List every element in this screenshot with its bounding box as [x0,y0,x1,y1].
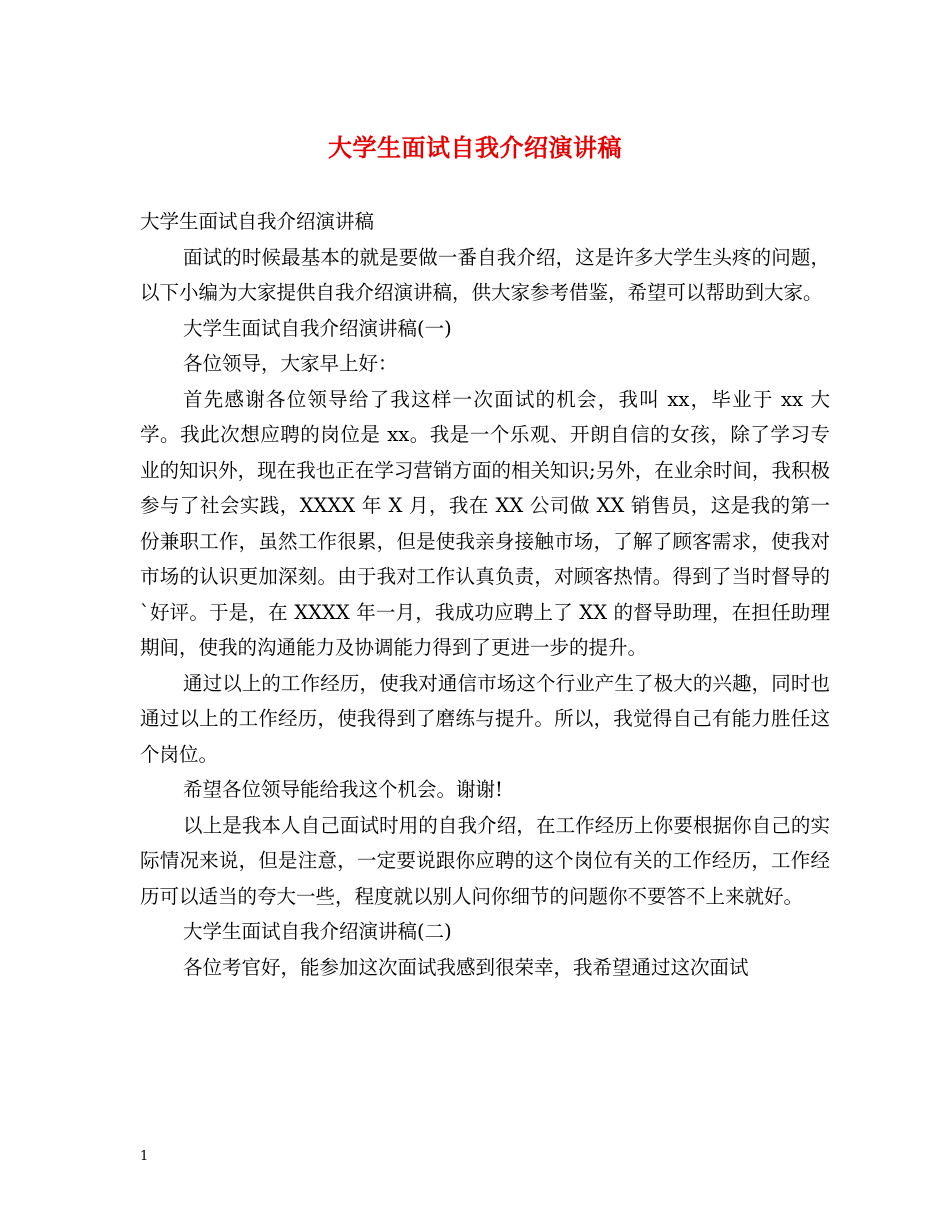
paragraph-intro: 面试的时候最基本的就是要做一番自我介绍，这是许多大学生头疼的问题，以下小编为大家提供自我介绍演讲稿，供大家参考借鉴，希望可以帮助到大家。 [140,245,830,304]
section-heading-one: 大学生面试自我介绍演讲稿(一) [183,316,452,340]
section-heading-two: 大学生面试自我介绍演讲稿(二) [183,920,452,943]
paragraph-greeting: 各位领导，大家早上好： [183,352,398,375]
paragraph-advice: 以上是我本人自己面试时用的自我介绍，在工作经历上你要根据你自己的实际情况来说，但是注意，一定要说跟你应聘的这个岗位有关的工作经历，工作经历可以适当的夸大一些，程度就以别人问你细节的问题你不要答不上来就好。 [140,813,830,908]
paragraph-interest: 通过以上的工作经历，使我对通信市场这个行业产生了极大的兴趣，同时也通过以上的工作经历，使我得到了磨练与提升。所以，我觉得自己有能力胜任这个岗位。 [140,671,830,766]
paragraph-subtitle: 大学生面试自我介绍演讲稿 [140,210,375,233]
page-number: 1 [140,1149,149,1164]
paragraph-thanks: 希望各位领导能给我这个机会。谢谢! [183,778,503,801]
paragraph-experience: 首先感谢各位领导给了我这样一次面试的机会，我叫 xx，毕业于 xx 大学。我此次想应聘的岗位是 xx。我是一个乐观、开朗自信的女孩，除了学习专业的知识外，现在我也正在学习营销方面的相关知识;另外，在业余时间，我积极参与了社会实践，XXXX 年 X 月，我在 XX 公司做 XX 销售员，这是我的第一份兼职工作，虽然工作很累，但是使我亲身接触市场，了解了顾客需求，使我对市场的认识更加深刻。由于我对工作认真负责，对顾客热情。得到了当时督导的`好评。于是，在 XXXX 年一月，我成功应聘上了 XX 的督导助理，在担任助理期间，使我的沟通能力及协调能力得到了更进一步的提升。 [140,387,830,659]
document-body [140,204,830,985]
paragraph-opening: 各位考官好，能参加这次面试我感到很荣幸，我希望通过这次面试 [183,955,749,979]
document-title: 大学生面试自我介绍演讲稿 [328,133,622,162]
